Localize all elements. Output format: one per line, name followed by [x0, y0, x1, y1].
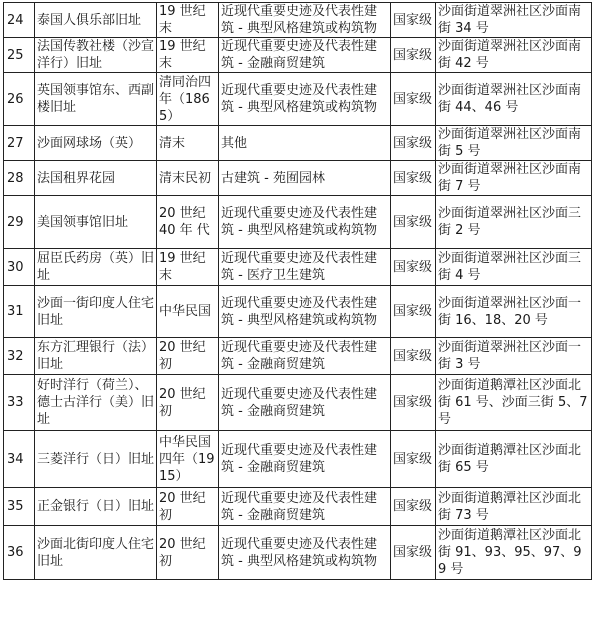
- cell-number: 26: [4, 73, 35, 126]
- cell-name: 沙面网球场（英）: [35, 126, 157, 161]
- cell-address: 沙面街道翠洲社区沙面南街 5 号: [436, 126, 592, 161]
- cell-name: 沙面一街印度人住宅旧址: [35, 286, 157, 338]
- cell-address: 沙面街道翠洲社区沙面南街 7 号: [436, 161, 592, 196]
- cell-era: 20 世纪初: [157, 526, 219, 580]
- cell-address: 沙面街道翠洲社区沙面一街 16、18、20 号: [436, 286, 592, 338]
- cell-address: 沙面街道翠洲社区沙面一街 3 号: [436, 338, 592, 375]
- cell-category: 近现代重要史迹及代表性建筑 - 典型风格建筑或构筑物: [219, 286, 391, 338]
- cell-category: 近现代重要史迹及代表性建筑 - 医疗卫生建筑: [219, 249, 391, 286]
- cell-address: 沙面街道翠洲社区沙面南街 34 号: [436, 3, 592, 38]
- table-row: [4, 126, 592, 161]
- cell-category: 近现代重要史迹及代表性建筑 - 典型风格建筑或构筑物: [219, 196, 391, 249]
- table-row: [4, 338, 592, 375]
- cell-category: 古建筑 - 苑囿园林: [219, 161, 391, 196]
- cell-name: 东方汇理银行（法）旧址: [35, 338, 157, 375]
- cell-address: 沙面街道鹅潭社区沙面北街 73 号: [436, 488, 592, 526]
- cell-level: 国家级: [391, 126, 436, 161]
- cell-number: 24: [4, 3, 35, 38]
- cell-address: 沙面街道翠洲社区沙面南街 44、46 号: [436, 73, 592, 126]
- cell-era: 19 世纪末: [157, 249, 219, 286]
- cell-name: 三菱洋行（日）旧址: [35, 431, 157, 488]
- cell-number: 34: [4, 431, 35, 488]
- cell-address: 沙面街道鹅潭社区沙面北街 91、93、95、97、99 号: [436, 526, 592, 580]
- cell-number: 25: [4, 38, 35, 73]
- cell-category: 近现代重要史迹及代表性建筑 - 金融商贸建筑: [219, 38, 391, 73]
- cell-address: 沙面街道鹅潭社区沙面北街 65 号: [436, 431, 592, 488]
- cell-name: 泰国人俱乐部旧址: [35, 3, 157, 38]
- cell-era: 20 世纪初: [157, 375, 219, 431]
- cell-number: 29: [4, 196, 35, 249]
- cell-number: 31: [4, 286, 35, 338]
- cell-number: 28: [4, 161, 35, 196]
- cell-address: 沙面街道翠洲社区沙面三街 4 号: [436, 249, 592, 286]
- cell-level: 国家级: [391, 3, 436, 38]
- table-row: [4, 526, 592, 580]
- cell-era: 20 世纪 40 年 代: [157, 196, 219, 249]
- table-row: [4, 3, 592, 38]
- cell-name: 正金银行（日）旧址: [35, 488, 157, 526]
- cell-category: 近现代重要史迹及代表性建筑 - 典型风格建筑或构筑物: [219, 3, 391, 38]
- table-row: [4, 196, 592, 249]
- cell-level: 国家级: [391, 526, 436, 580]
- table-row: [4, 375, 592, 431]
- table-row: [4, 161, 592, 196]
- cell-name: 沙面北街印度人住宅旧址: [35, 526, 157, 580]
- cell-category: 近现代重要史迹及代表性建筑 - 典型风格建筑或构筑物: [219, 73, 391, 126]
- cell-category: 近现代重要史迹及代表性建筑 - 金融商贸建筑: [219, 488, 391, 526]
- cell-address: 沙面街道翠洲社区沙面南街 42 号: [436, 38, 592, 73]
- cell-name: 好时洋行（荷兰）、德士古洋行（美）旧址: [35, 375, 157, 431]
- cell-level: 国家级: [391, 249, 436, 286]
- cell-era: 中华民国四年（1915）: [157, 431, 219, 488]
- cell-address: 沙面街道鹅潭社区沙面北街 61 号、沙面三街 5、7 号: [436, 375, 592, 431]
- cell-address: 沙面街道翠洲社区沙面三街 2 号: [436, 196, 592, 249]
- cell-era: 19 世纪末: [157, 38, 219, 73]
- cell-number: 32: [4, 338, 35, 375]
- cell-era: 清末: [157, 126, 219, 161]
- heritage-table: [3, 2, 592, 580]
- cell-name: 法国传教社楼（沙宣洋行）旧址: [35, 38, 157, 73]
- cell-number: 33: [4, 375, 35, 431]
- cell-level: 国家级: [391, 338, 436, 375]
- table-row: [4, 286, 592, 338]
- table-row: [4, 488, 592, 526]
- table-row: [4, 431, 592, 488]
- cell-era: 19 世纪末: [157, 3, 219, 38]
- cell-category: 近现代重要史迹及代表性建筑 - 金融商贸建筑: [219, 375, 391, 431]
- cell-level: 国家级: [391, 73, 436, 126]
- table-row: [4, 73, 592, 126]
- cell-category: 近现代重要史迹及代表性建筑 - 典型风格建筑或构筑物: [219, 526, 391, 580]
- cell-level: 国家级: [391, 196, 436, 249]
- cell-level: 国家级: [391, 38, 436, 73]
- cell-era: 中华民国: [157, 286, 219, 338]
- cell-category: 近现代重要史迹及代表性建筑 - 金融商贸建筑: [219, 338, 391, 375]
- table-row: [4, 38, 592, 73]
- cell-number: 30: [4, 249, 35, 286]
- cell-level: 国家级: [391, 375, 436, 431]
- cell-name: 美国领事馆旧址: [35, 196, 157, 249]
- cell-number: 36: [4, 526, 35, 580]
- cell-name: 英国领事馆东、西副楼旧址: [35, 73, 157, 126]
- cell-number: 35: [4, 488, 35, 526]
- cell-name: 屈臣氏药房（英）旧址: [35, 249, 157, 286]
- cell-era: 清同治四年（1865）: [157, 73, 219, 126]
- cell-level: 国家级: [391, 286, 436, 338]
- cell-category: 其他: [219, 126, 391, 161]
- cell-era: 20 世纪初: [157, 488, 219, 526]
- cell-era: 清末民初: [157, 161, 219, 196]
- cell-category: 近现代重要史迹及代表性建筑 - 金融商贸建筑: [219, 431, 391, 488]
- cell-name: 法国租界花园: [35, 161, 157, 196]
- cell-era: 20 世纪初: [157, 338, 219, 375]
- cell-level: 国家级: [391, 488, 436, 526]
- table-body: [4, 3, 592, 580]
- cell-level: 国家级: [391, 161, 436, 196]
- cell-number: 27: [4, 126, 35, 161]
- cell-level: 国家级: [391, 431, 436, 488]
- table-row: [4, 249, 592, 286]
